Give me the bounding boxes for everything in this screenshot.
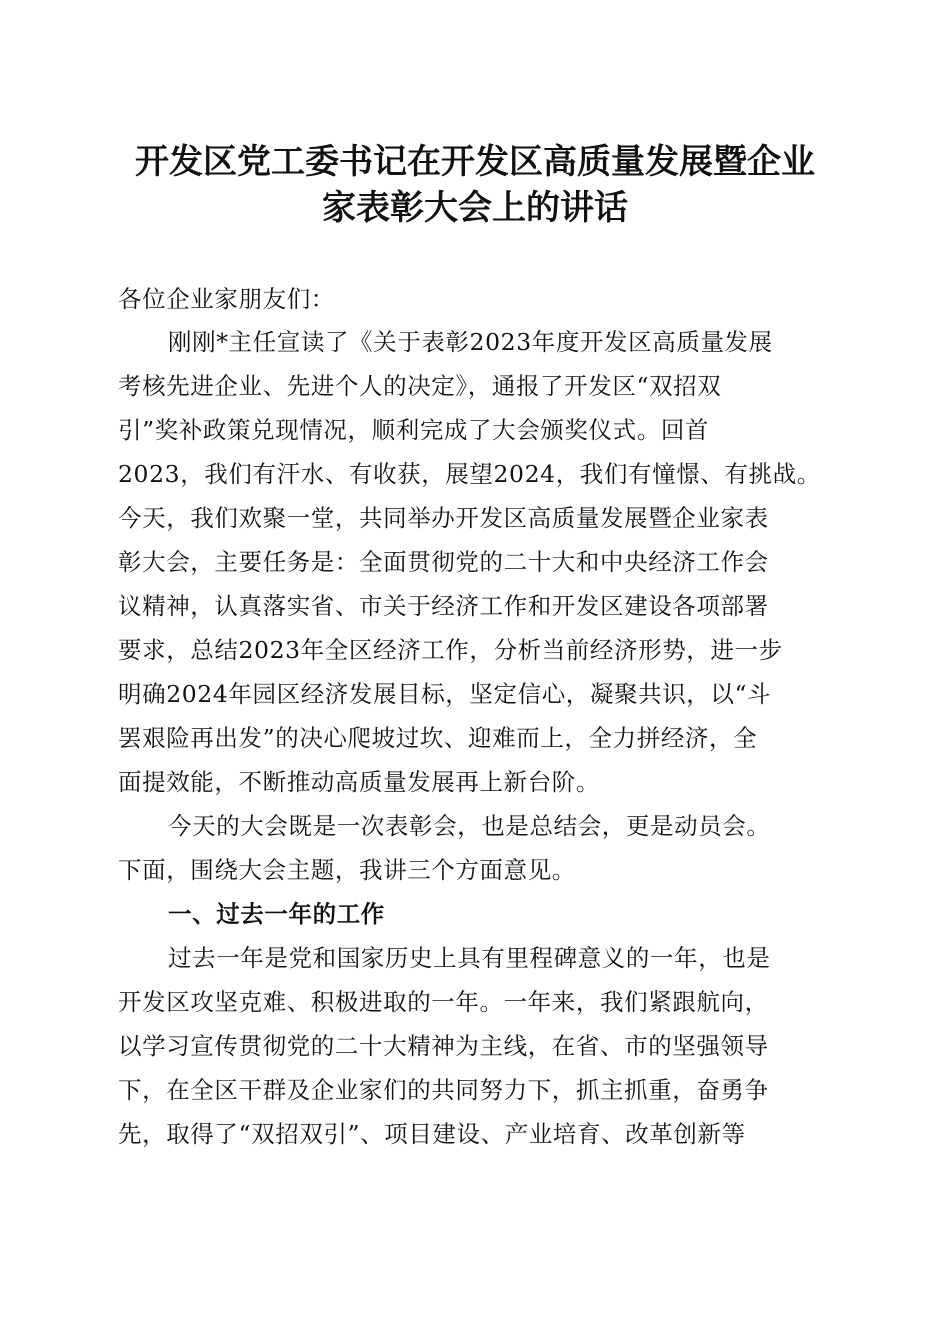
- section-heading: 一、过去一年的工作: [168, 900, 385, 928]
- paragraph-3-line: 过去一年是党和国家历史上具有里程碑意义的一年，也是: [168, 944, 771, 972]
- paragraph-1-line: 罢艰险再出发”的决心爬坡过坎、迎难而上，全力拼经济，全: [118, 724, 758, 752]
- paragraph-2-line: 今天的大会既是一次表彰会，也是总结会，更是动员会。: [168, 812, 771, 840]
- paragraph-3-line: 下，在全区干群及企业家们的共同努力下，抓主抓重，奋勇争: [118, 1076, 769, 1104]
- paragraph-1-line: 2023，我们有汗水、有收获，展望2024，我们有憧憬、有挑战。: [118, 460, 821, 488]
- document-title-line-2: 家表彰大会上的讲话: [322, 188, 628, 228]
- paragraph-1-line: 引”奖补政策兑现情况，顺利完成了大会颁奖仪式。回首: [118, 416, 710, 444]
- paragraph-3-line: 先，取得了“双招双引”、项目建设、产业培育、改革创新等: [118, 1120, 746, 1148]
- paragraph-1-line: 要求，总结2023年全区经济工作，分析当前经济形势，进一步: [118, 636, 783, 664]
- paragraph-3-line: 以学习宣传贯彻党的二十大精神为主线，在省、市的坚强领导: [118, 1032, 769, 1060]
- paragraph-1-line: 考核先进企业、先进个人的决定》，通报了开发区“双招双: [118, 372, 722, 400]
- paragraph-3-line: 开发区攻坚克难、积极进取的一年。一年来，我们紧跟航向，: [118, 988, 769, 1016]
- paragraph-1-line: 明确2024年园区经济发展目标，坚定信心，凝聚共识，以“斗: [118, 680, 772, 708]
- paragraph-1-line: 议精神，认真落实省、市关于经济工作和开发区建设各项部署: [118, 592, 769, 620]
- paragraph-1-line: 今天，我们欢聚一堂，共同举办开发区高质量发展暨企业家表: [118, 504, 769, 532]
- paragraph-1-line: 彰大会，主要任务是：全面贯彻党的二十大和中央经济工作会: [118, 548, 769, 576]
- paragraph-2-line: 下面，围绕大会主题，我讲三个方面意见。: [118, 856, 576, 884]
- document-title-line-1: 开发区党工委书记在开发区高质量发展暨企业: [135, 142, 815, 182]
- paragraph-1-line: 面提效能，不断推动高质量发展再上新台阶。: [118, 768, 600, 796]
- salutation: 各位企业家朋友们：: [118, 285, 335, 313]
- paragraph-1-line: 刚刚*主任宣读了《关于表彰2023年度开发区高质量发展: [168, 328, 773, 356]
